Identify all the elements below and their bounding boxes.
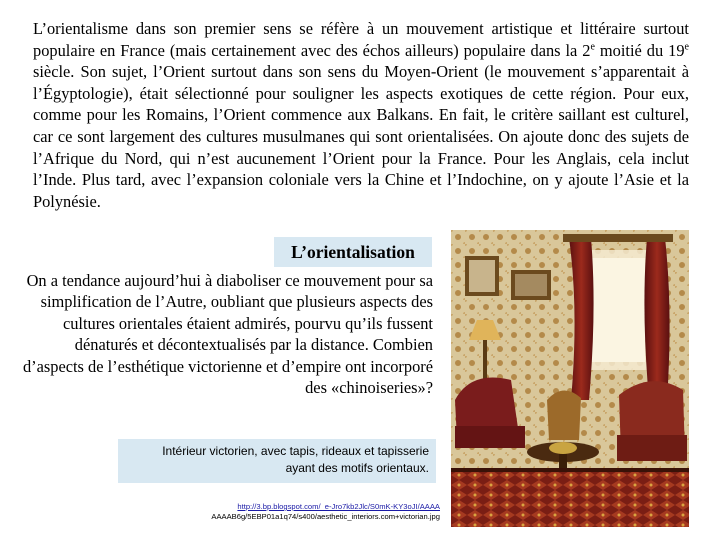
victorian-interior-illustration bbox=[451, 230, 689, 527]
intro-paragraph: L’orientalisme dans son premier sens se réfère à un mouvement artistique et littéraire surtout populaire en France (mais certainement avec des échos ailleurs) populaire dans la 2e moitié du 19e siècle. Son sujet, l’Orient surtout dans son sens du Moyen-Orient (le mouvement s’apparentait à l’Égyptologie), était sélectionné pour souligner les aspects exotiques de cette région. Pour eux, comme pour les Romains, l’Orient commence aux Balkans. En fait, le critère saillant est culturel, car ce sont largement des cultures musulmanes qui sont orientalisées. On ajoute donc des sujets de l’Afrique du Nord, qui n’est aucunement l’Orient pour la France. Pour les Anglais, cela inclut l’Inde. Plus tard, avec l’expansion coloniale vers la Chine et l’Indochine, on y ajoute l’Asie et la Polynésie. bbox=[33, 19, 689, 211]
image-source bbox=[186, 502, 440, 522]
section-title: L’orientalisation bbox=[274, 237, 432, 267]
photo-caption bbox=[118, 439, 436, 483]
victorian-interior-photo bbox=[451, 230, 689, 527]
caption-line-2: ayant des motifs orientaux. bbox=[285, 461, 429, 475]
image-source-link[interactable]: http://3.bp.blogspot.com/_e-Jro7kb2Jlc/S0mK-KY3oJI/AAAA bbox=[237, 502, 440, 511]
section-paragraph: On a tendance aujourd’hui à diaboliser ce mouvement pour sa simplification de l’Autre, oubliant que plusieurs aspects des cultures orientales étaient admirés, pourvu qu’ils fussent dénaturés et décontextualisés par la distance. Combien d’aspects de l’esthétique victorienne et d’empire ont incorporé des «chinoiseries»? bbox=[22, 271, 433, 398]
caption-line-1: Intérieur victorien, avec tapis, rideaux et tapisserie bbox=[162, 444, 429, 458]
image-source-rest: AAAAB6g/5EBP01a1q74/s400/aesthetic_interiors.com+victorian.jpg bbox=[211, 512, 440, 521]
